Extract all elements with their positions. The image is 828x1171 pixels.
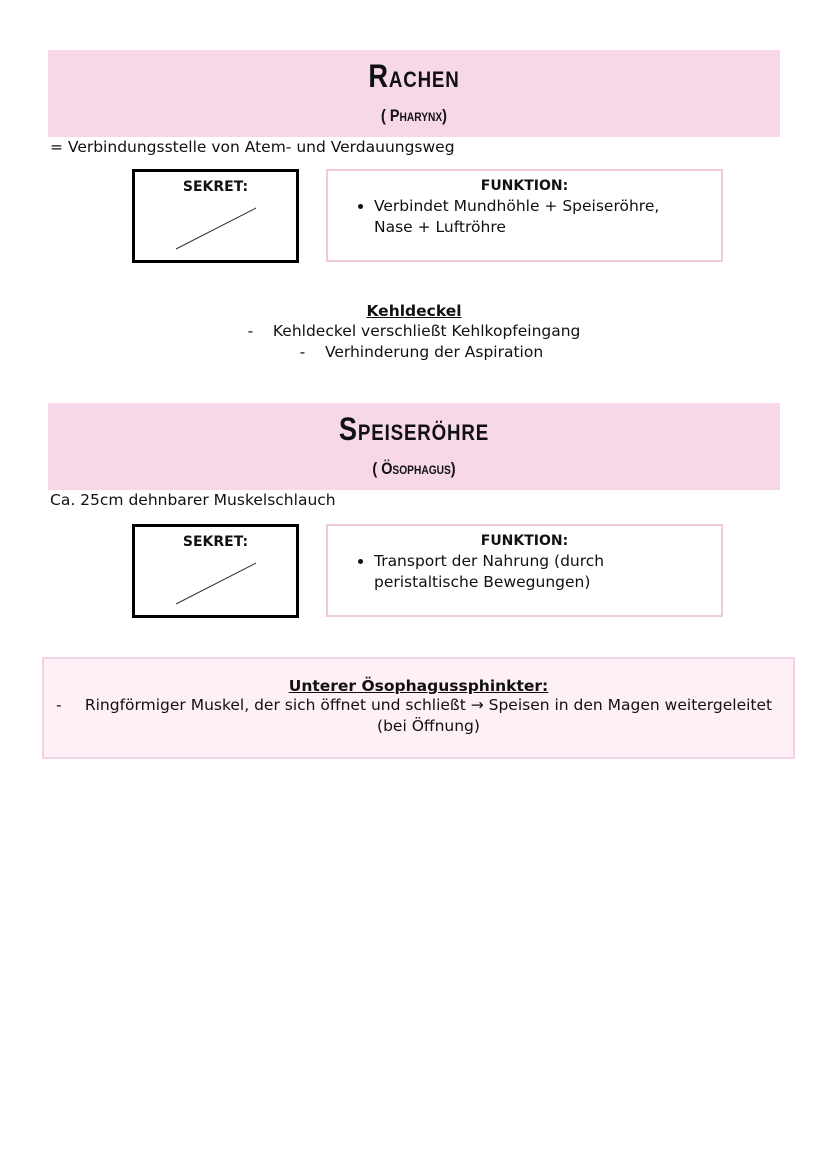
sekret-label: SEKRET: — [182, 179, 249, 195]
sphinkter-heading: Unterer Ösophagussphinkter: — [288, 677, 549, 695]
strike-line-icon — [173, 204, 263, 254]
dash-bullet: - — [284, 343, 325, 361]
section-subtitle: ( Pharynx) — [381, 106, 447, 125]
sekret-label: SEKRET: — [182, 534, 249, 550]
definition: = Verbindungsstelle von Atem- und Verdauungsweg — [50, 138, 455, 156]
sekret-box — [132, 524, 299, 618]
funktion-label: FUNKTION: — [480, 533, 569, 549]
sekret-box — [132, 169, 299, 263]
sphinkter-text — [44, 695, 793, 737]
definition: Ca. 25cm dehnbarer Muskelschlauch — [50, 491, 336, 509]
kehldeckel-item — [0, 322, 828, 340]
kehldeckel-item-text: Verhinderung der Aspiration — [324, 343, 544, 361]
section-title: Speiseröhre — [338, 411, 490, 447]
funktion-label: FUNKTION: — [480, 178, 569, 194]
funktion-box — [326, 169, 723, 262]
kehldeckel-item-text: Kehldeckel verschließt Kehlkopfeingang — [272, 322, 581, 340]
funktion-box — [326, 524, 723, 617]
section-subtitle: ( Ösophagus) — [372, 459, 456, 478]
funktion-item: • Verbindet Mundhöhle + Speiseröhre, Nase + Luftröhre — [374, 196, 674, 238]
section-title: Rachen — [368, 58, 460, 94]
sphinkter-box — [42, 657, 795, 759]
kehldeckel-item — [0, 343, 828, 361]
section-header-rachen — [48, 50, 780, 137]
strike-line-icon — [173, 559, 263, 609]
funktion-item: • Transport der Nahrung (durch peristaltische Bewegungen) — [374, 551, 634, 593]
dash-bullet: - — [247, 322, 273, 340]
kehldeckel-heading: Kehldeckel — [366, 302, 462, 320]
section-header-speiseroehre — [48, 403, 780, 490]
sphinkter-text-content: Ringförmiger Muskel, der sich öffnet und schließt → Speisen in den Magen weitergeleitet (bei Öffnung) — [84, 696, 773, 735]
dash-bullet: - — [56, 696, 62, 714]
